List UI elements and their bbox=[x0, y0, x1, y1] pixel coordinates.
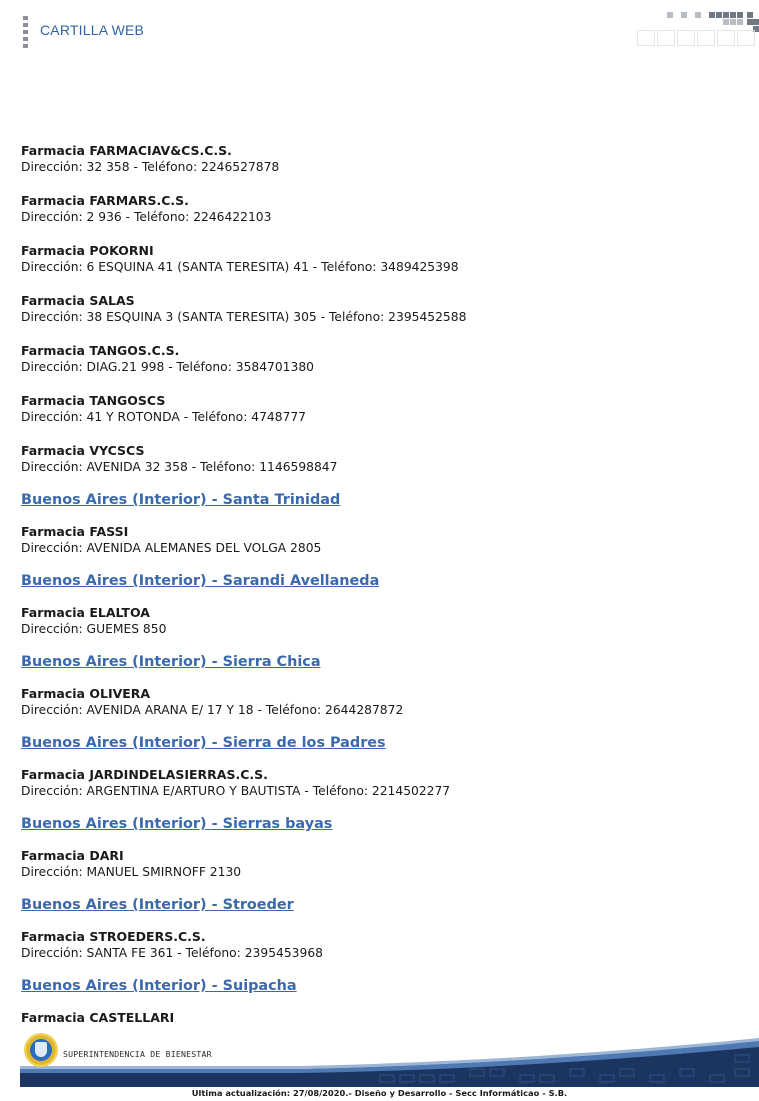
section-link-suipacha[interactable]: Buenos Aires (Interior) - Suipacha bbox=[21, 978, 297, 994]
section-link-santa-trinidad[interactable]: Buenos Aires (Interior) - Santa Trinidad bbox=[21, 492, 341, 508]
pharmacy-name: Farmacia TANGOSCS bbox=[21, 393, 166, 408]
pharmacy-name: Farmacia DARI bbox=[21, 848, 124, 863]
header-accent-bar bbox=[23, 16, 28, 47]
pharmacy-name: Farmacia OLIVERA bbox=[21, 686, 151, 701]
page-header bbox=[0, 0, 759, 60]
pharmacy-address: Dirección: 2 936 - Teléfono: 2246422103 bbox=[21, 210, 272, 224]
pharmacy-name: Farmacia SALAS bbox=[21, 293, 135, 308]
pharmacy-address: Dirección: AVENIDA ARANA E/ 17 Y 18 - Teléfono: 2644287872 bbox=[21, 703, 404, 717]
pharmacy-name: Farmacia POKORNI bbox=[21, 243, 154, 258]
pharmacy-address: Dirección: MANUEL SMIRNOFF 2130 bbox=[21, 865, 242, 879]
pharmacy-address: Dirección: AVENIDA 32 358 - Teléfono: 1146598847 bbox=[21, 460, 338, 474]
list-item bbox=[21, 442, 741, 476]
pharmacy-address: Dirección: 38 ESQUINA 3 (SANTA TERESITA) 305 - Teléfono: 2395452588 bbox=[21, 310, 467, 324]
list-item bbox=[21, 847, 741, 881]
header-square-pattern bbox=[637, 12, 759, 46]
pharmacy-address: Dirección: DIAG.21 998 - Teléfono: 3584701380 bbox=[21, 360, 314, 374]
pharmacy-address: Dirección: AVENIDA ALEMANES DEL VOLGA 2805 bbox=[21, 541, 322, 555]
pharmacy-name: Farmacia ELALTOA bbox=[21, 605, 150, 620]
page-footer bbox=[0, 1025, 759, 1101]
pharmacy-address: Dirección: 41 Y ROTONDA - Teléfono: 4748777 bbox=[21, 410, 307, 424]
list-item bbox=[21, 342, 741, 376]
list-item bbox=[21, 928, 741, 962]
pharmacy-address: Dirección: 32 358 - Teléfono: 2246527878 bbox=[21, 160, 280, 174]
section-link-stroeder[interactable]: Buenos Aires (Interior) - Stroeder bbox=[21, 897, 294, 913]
pharmacy-name: Farmacia JARDINDELASIERRAS.C.S. bbox=[21, 767, 268, 782]
pharmacy-address: Dirección: SANTA FE 361 - Teléfono: 2395453968 bbox=[21, 946, 323, 960]
pharmacy-name: Farmacia TANGOS.C.S. bbox=[21, 343, 180, 358]
section-link-sierra-de-los-padres[interactable]: Buenos Aires (Interior) - Sierra de los Padres bbox=[21, 735, 386, 751]
pharmacy-address: Dirección: ARGENTINA E/ARTURO Y BAUTISTA - Teléfono: 2214502277 bbox=[21, 784, 451, 798]
list-item bbox=[21, 685, 741, 719]
pharmacy-address: Dirección: GUEMES 850 bbox=[21, 622, 167, 636]
pharmacy-name: Farmacia FARMARS.C.S. bbox=[21, 193, 189, 208]
pharmacy-name: Farmacia FARMACIAV&CS.C.S. bbox=[21, 143, 232, 158]
footer-organization: SUPERINTENDENCIA DE BIENESTAR bbox=[63, 1049, 212, 1059]
pharmacy-name: Farmacia VYCSCS bbox=[21, 443, 145, 458]
list-item bbox=[21, 604, 741, 638]
pharmacy-name: Farmacia FASSI bbox=[21, 524, 129, 539]
section-link-sierras-bayas[interactable]: Buenos Aires (Interior) - Sierras bayas bbox=[21, 816, 333, 832]
pharmacy-name: Farmacia STROEDERS.C.S. bbox=[21, 929, 206, 944]
list-item bbox=[21, 392, 741, 426]
list-item bbox=[21, 1009, 741, 1026]
list-item bbox=[21, 142, 741, 176]
list-item bbox=[21, 523, 741, 557]
list-item bbox=[21, 766, 741, 800]
section-link-sarandi-avellaneda[interactable]: Buenos Aires (Interior) - Sarandi Avellaneda bbox=[21, 573, 380, 589]
list-item bbox=[21, 192, 741, 226]
pharmacy-address: Dirección: 6 ESQUINA 41 (SANTA TERESITA) 41 - Teléfono: 3489425398 bbox=[21, 260, 459, 274]
header-title: CARTILLA WEB bbox=[40, 22, 145, 38]
pharmacy-name: Farmacia CASTELLARI bbox=[21, 1010, 175, 1025]
section-link-sierra-chica[interactable]: Buenos Aires (Interior) - Sierra Chica bbox=[21, 654, 321, 670]
pharmacy-list bbox=[21, 142, 741, 1042]
list-item bbox=[21, 242, 741, 276]
seal-logo-icon bbox=[24, 1033, 58, 1067]
list-item bbox=[21, 292, 741, 326]
footer-update-line: Ultima actualización: 27/08/2020.- Diseño y Desarrollo - Secc Informáticao - S.B. bbox=[191, 1088, 568, 1098]
